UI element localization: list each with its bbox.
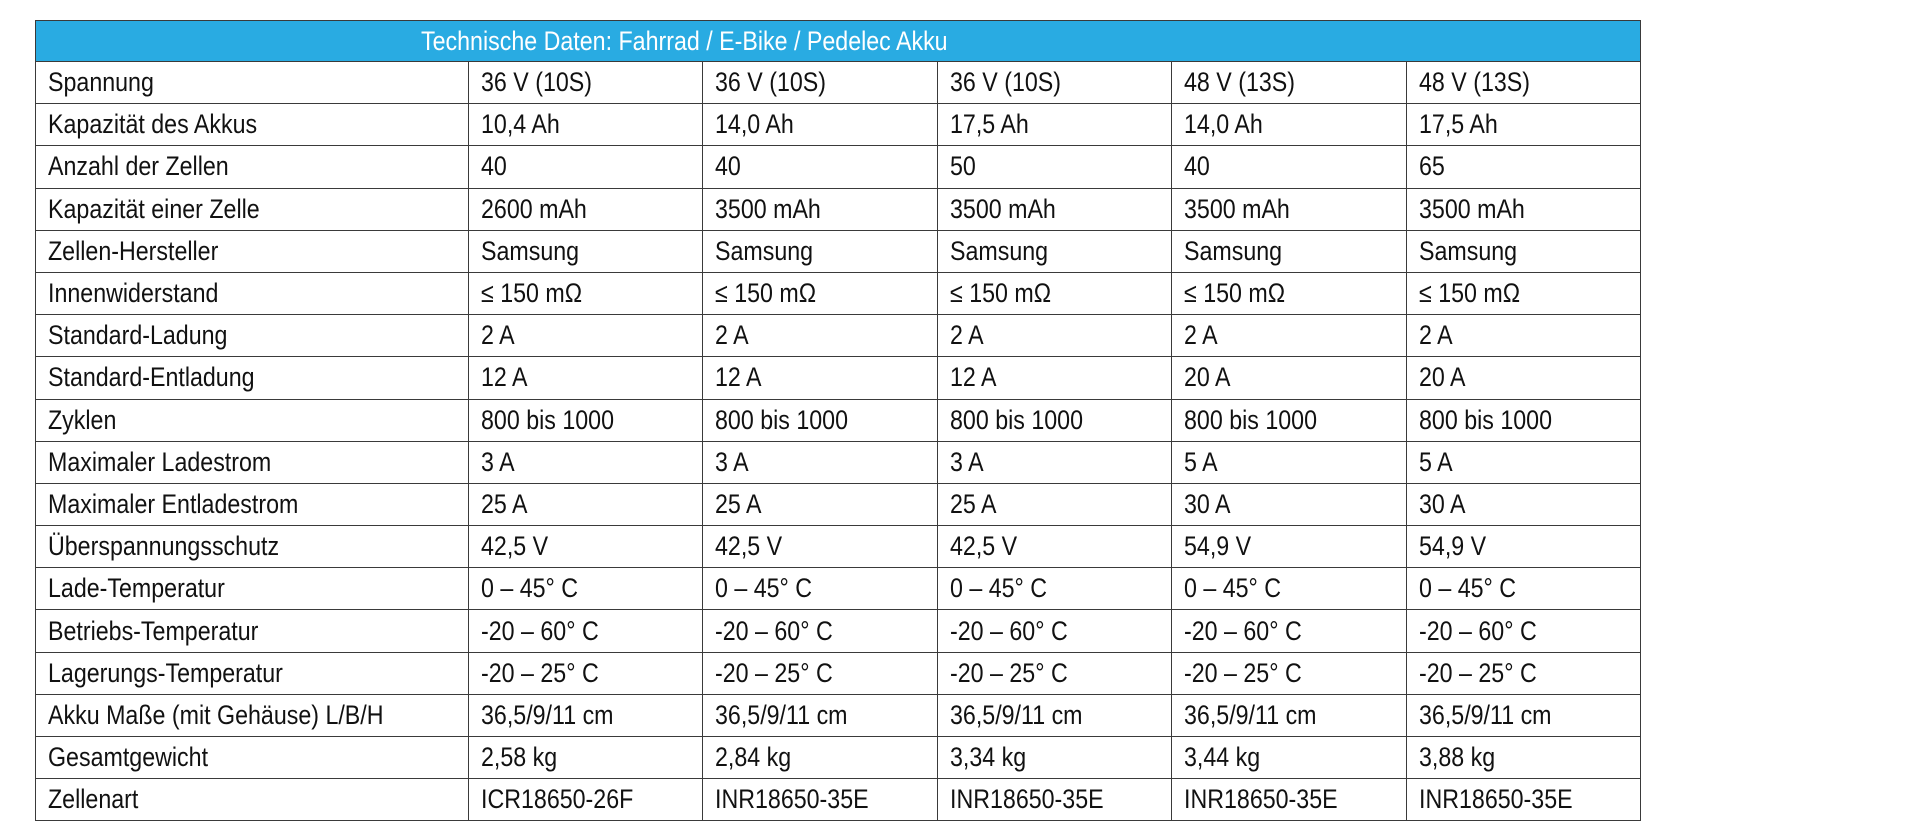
cell-value: 2600 mAh	[481, 193, 587, 224]
value-cell	[703, 399, 937, 441]
value-cell	[937, 230, 1171, 272]
value-cell	[469, 104, 703, 146]
value-cell	[469, 526, 703, 568]
value-cell	[703, 652, 937, 694]
value-cell	[937, 779, 1171, 821]
table-row	[36, 694, 1641, 736]
table-row	[36, 737, 1641, 779]
cell-value: 17,5 Ah	[949, 109, 1029, 140]
value-cell	[703, 230, 937, 272]
row-label-cell	[36, 441, 469, 483]
row-label-cell	[36, 315, 469, 357]
value-cell	[703, 104, 937, 146]
value-cell	[1172, 526, 1406, 568]
row-label-cell	[36, 62, 469, 104]
cell-value: 0 – 45° C	[949, 573, 1047, 604]
cell-value: 10,4 Ah	[481, 109, 560, 140]
row-label-cell	[36, 357, 469, 399]
value-cell	[469, 272, 703, 314]
row-label-cell	[36, 483, 469, 525]
value-cell	[1406, 188, 1640, 230]
value-cell	[469, 315, 703, 357]
value-cell	[1172, 315, 1406, 357]
row-label: Maximaler Entladestrom	[48, 488, 299, 519]
value-cell	[703, 146, 937, 188]
cell-value: 800 bis 1000	[1184, 404, 1318, 435]
value-cell	[469, 62, 703, 104]
cell-value: Samsung	[1184, 235, 1283, 266]
value-cell	[703, 526, 937, 568]
spec-table	[35, 20, 1641, 821]
value-cell	[469, 694, 703, 736]
cell-value: 14,0 Ah	[1184, 109, 1263, 140]
value-cell	[1406, 737, 1640, 779]
cell-value: ≤ 150 mΩ	[481, 278, 583, 309]
value-cell	[937, 610, 1171, 652]
value-cell	[703, 188, 937, 230]
value-cell	[1406, 694, 1640, 736]
value-cell	[1172, 568, 1406, 610]
value-cell	[937, 652, 1171, 694]
value-cell	[1406, 483, 1640, 525]
row-label: Anzahl der Zellen	[48, 151, 229, 182]
value-cell	[1172, 104, 1406, 146]
cell-value: 2 A	[715, 320, 749, 351]
cell-value: 36 V (10S)	[481, 67, 593, 98]
table-row	[36, 399, 1641, 441]
value-cell	[703, 272, 937, 314]
value-cell	[937, 357, 1171, 399]
table-row	[36, 441, 1641, 483]
cell-value: 36,5/9/11 cm	[481, 699, 614, 730]
cell-value: 36 V (10S)	[949, 67, 1061, 98]
cell-value: -20 – 25° C	[481, 657, 599, 688]
cell-value: 48 V (13S)	[1184, 67, 1296, 98]
value-cell	[1172, 357, 1406, 399]
value-cell	[469, 357, 703, 399]
value-cell	[1406, 230, 1640, 272]
value-cell	[1406, 399, 1640, 441]
cell-value: -20 – 25° C	[949, 657, 1068, 688]
cell-value: 2,58 kg	[481, 742, 558, 773]
row-label: Lade-Temperatur	[48, 573, 225, 604]
cell-value: 30 A	[1184, 488, 1231, 519]
row-label-cell	[36, 779, 469, 821]
table-row	[36, 357, 1641, 399]
cell-value: 40	[1184, 151, 1211, 182]
cell-value: -20 – 60° C	[1418, 615, 1537, 646]
cell-value: 65	[1418, 151, 1445, 182]
value-cell	[469, 188, 703, 230]
cell-value: 30 A	[1418, 488, 1466, 519]
cell-value: 54,9 V	[1184, 531, 1252, 562]
row-label: Kapazität des Akkus	[48, 109, 258, 140]
row-label-cell	[36, 146, 469, 188]
value-cell	[703, 610, 937, 652]
row-label: Überspannungsschutz	[48, 531, 280, 562]
cell-value: 2 A	[949, 320, 984, 351]
table-row	[36, 568, 1641, 610]
row-label-cell	[36, 272, 469, 314]
table-row	[36, 104, 1641, 146]
row-label: Zyklen	[48, 404, 117, 435]
value-cell	[469, 652, 703, 694]
cell-value: 50	[949, 151, 976, 182]
cell-value: 36 V (10S)	[715, 67, 827, 98]
value-cell	[703, 737, 937, 779]
value-cell	[703, 315, 937, 357]
value-cell	[1172, 230, 1406, 272]
cell-value: 3 A	[481, 446, 515, 477]
row-label: Innenwiderstand	[48, 278, 219, 309]
value-cell	[1172, 694, 1406, 736]
table-title-cell	[36, 21, 1641, 62]
value-cell	[1406, 315, 1640, 357]
cell-value: -20 – 25° C	[715, 657, 834, 688]
cell-value: INR18650-35E	[1184, 784, 1338, 815]
table-row	[36, 230, 1641, 272]
cell-value: 12 A	[715, 362, 762, 393]
cell-value: INR18650-35E	[1418, 784, 1573, 815]
cell-value: 3500 mAh	[715, 193, 822, 224]
cell-value: 3,44 kg	[1184, 742, 1261, 773]
value-cell	[1406, 652, 1640, 694]
cell-value: 36,5/9/11 cm	[1184, 699, 1317, 730]
row-label: Betriebs-Temperatur	[48, 615, 259, 646]
row-label: Standard-Entladung	[48, 362, 255, 393]
cell-value: 3,34 kg	[949, 742, 1026, 773]
cell-value: 5 A	[1418, 446, 1453, 477]
cell-value: INR18650-35E	[949, 784, 1104, 815]
value-cell	[1172, 652, 1406, 694]
row-label: Standard-Ladung	[48, 320, 228, 351]
value-cell	[469, 568, 703, 610]
cell-value: INR18650-35E	[715, 784, 870, 815]
cell-value: Samsung	[949, 235, 1048, 266]
value-cell	[469, 737, 703, 779]
row-label-cell	[36, 694, 469, 736]
value-cell	[937, 315, 1171, 357]
cell-value: 800 bis 1000	[481, 404, 614, 435]
table-row	[36, 652, 1641, 694]
cell-value: 2 A	[481, 320, 515, 351]
value-cell	[1172, 610, 1406, 652]
row-label: Gesamtgewicht	[48, 742, 209, 773]
cell-value: Samsung	[1418, 235, 1517, 266]
value-cell	[1406, 104, 1640, 146]
cell-value: -20 – 25° C	[1418, 657, 1537, 688]
value-cell	[703, 62, 937, 104]
row-label-cell	[36, 230, 469, 272]
cell-value: 36,5/9/11 cm	[1418, 699, 1552, 730]
value-cell	[703, 483, 937, 525]
cell-value: 14,0 Ah	[715, 109, 795, 140]
table-row	[36, 779, 1641, 821]
row-label: Zellen-Hersteller	[48, 235, 219, 266]
value-cell	[1406, 357, 1640, 399]
value-cell	[1406, 610, 1640, 652]
cell-value: Samsung	[715, 235, 814, 266]
table-row	[36, 62, 1641, 104]
cell-value: -20 – 60° C	[481, 615, 599, 646]
cell-value: ≤ 150 mΩ	[949, 278, 1051, 309]
value-cell	[937, 62, 1171, 104]
row-label-cell	[36, 526, 469, 568]
value-cell	[937, 737, 1171, 779]
value-cell	[937, 483, 1171, 525]
cell-value: 42,5 V	[949, 531, 1017, 562]
cell-value: 20 A	[1418, 362, 1466, 393]
cell-value: 40	[715, 151, 742, 182]
cell-value: 12 A	[949, 362, 997, 393]
cell-value: 3 A	[715, 446, 749, 477]
value-cell	[1406, 62, 1640, 104]
table-title-row	[36, 21, 1641, 62]
cell-value: 3500 mAh	[1418, 193, 1525, 224]
cell-value: 42,5 V	[481, 531, 549, 562]
value-cell	[1172, 779, 1406, 821]
cell-value: 0 – 45° C	[715, 573, 813, 604]
row-label-cell	[36, 399, 469, 441]
value-cell	[1172, 188, 1406, 230]
cell-value: -20 – 60° C	[1184, 615, 1302, 646]
value-cell	[1172, 441, 1406, 483]
cell-value: 42,5 V	[715, 531, 783, 562]
cell-value: 20 A	[1184, 362, 1231, 393]
cell-value: 3 A	[949, 446, 984, 477]
table-row	[36, 315, 1641, 357]
value-cell	[703, 441, 937, 483]
cell-value: 36,5/9/11 cm	[715, 699, 848, 730]
cell-value: ≤ 150 mΩ	[1418, 278, 1520, 309]
cell-value: 800 bis 1000	[1418, 404, 1552, 435]
value-cell	[1406, 526, 1640, 568]
value-cell	[1406, 568, 1640, 610]
cell-value: 800 bis 1000	[715, 404, 849, 435]
table-row	[36, 146, 1641, 188]
table-title: Technische Daten: Fahrrad / E-Bike / Pedelec Akku	[421, 25, 948, 56]
cell-value: 17,5 Ah	[1418, 109, 1498, 140]
value-cell	[937, 188, 1171, 230]
value-cell	[703, 357, 937, 399]
cell-value: -20 – 60° C	[715, 615, 834, 646]
cell-value: 2 A	[1418, 320, 1453, 351]
value-cell	[1406, 441, 1640, 483]
cell-value: 2 A	[1184, 320, 1218, 351]
value-cell	[703, 568, 937, 610]
value-cell	[469, 399, 703, 441]
value-cell	[1406, 146, 1640, 188]
cell-value: -20 – 60° C	[949, 615, 1068, 646]
value-cell	[1172, 146, 1406, 188]
value-cell	[469, 146, 703, 188]
cell-value: 12 A	[481, 362, 528, 393]
value-cell	[937, 568, 1171, 610]
value-cell	[703, 694, 937, 736]
value-cell	[469, 483, 703, 525]
cell-value: 3,88 kg	[1418, 742, 1495, 773]
value-cell	[937, 441, 1171, 483]
row-label-cell	[36, 188, 469, 230]
row-label-cell	[36, 737, 469, 779]
value-cell	[469, 230, 703, 272]
cell-value: 25 A	[715, 488, 762, 519]
table-row	[36, 188, 1641, 230]
row-label: Akku Maße (mit Gehäuse) L/B/H	[48, 699, 384, 730]
value-cell	[703, 779, 937, 821]
cell-value: 48 V (13S)	[1418, 67, 1530, 98]
row-label-cell	[36, 652, 469, 694]
row-label-cell	[36, 610, 469, 652]
table-row	[36, 610, 1641, 652]
value-cell	[469, 441, 703, 483]
row-label: Spannung	[48, 67, 154, 98]
cell-value: 0 – 45° C	[1184, 573, 1282, 604]
spec-table-body	[36, 21, 1641, 821]
value-cell	[1406, 779, 1640, 821]
cell-value: ICR18650-26F	[481, 784, 634, 815]
cell-value: 3500 mAh	[949, 193, 1056, 224]
value-cell	[937, 146, 1171, 188]
row-label-cell	[36, 568, 469, 610]
cell-value: ≤ 150 mΩ	[715, 278, 817, 309]
value-cell	[1172, 483, 1406, 525]
cell-value: 0 – 45° C	[1418, 573, 1516, 604]
value-cell	[1172, 62, 1406, 104]
cell-value: 800 bis 1000	[949, 404, 1083, 435]
row-label: Kapazität einer Zelle	[48, 193, 260, 224]
cell-value: 36,5/9/11 cm	[949, 699, 1083, 730]
cell-value: -20 – 25° C	[1184, 657, 1302, 688]
value-cell	[937, 694, 1171, 736]
row-label: Maximaler Ladestrom	[48, 446, 272, 477]
value-cell	[1406, 272, 1640, 314]
row-label: Lagerungs-Temperatur	[48, 657, 283, 688]
value-cell	[937, 272, 1171, 314]
table-row	[36, 483, 1641, 525]
cell-value: 2,84 kg	[715, 742, 792, 773]
row-label: Zellenart	[48, 784, 139, 815]
row-label-cell	[36, 104, 469, 146]
cell-value: 5 A	[1184, 446, 1218, 477]
cell-value: ≤ 150 mΩ	[1184, 278, 1286, 309]
value-cell	[1172, 399, 1406, 441]
value-cell	[937, 526, 1171, 568]
value-cell	[1172, 737, 1406, 779]
table-row	[36, 272, 1641, 314]
cell-value: 25 A	[481, 488, 528, 519]
value-cell	[469, 610, 703, 652]
value-cell	[1172, 272, 1406, 314]
cell-value: Samsung	[481, 235, 580, 266]
cell-value: 0 – 45° C	[481, 573, 579, 604]
value-cell	[469, 779, 703, 821]
cell-value: 40	[481, 151, 507, 182]
cell-value: 54,9 V	[1418, 531, 1486, 562]
table-row	[36, 526, 1641, 568]
value-cell	[937, 104, 1171, 146]
cell-value: 3500 mAh	[1184, 193, 1291, 224]
value-cell	[937, 399, 1171, 441]
cell-value: 25 A	[949, 488, 997, 519]
